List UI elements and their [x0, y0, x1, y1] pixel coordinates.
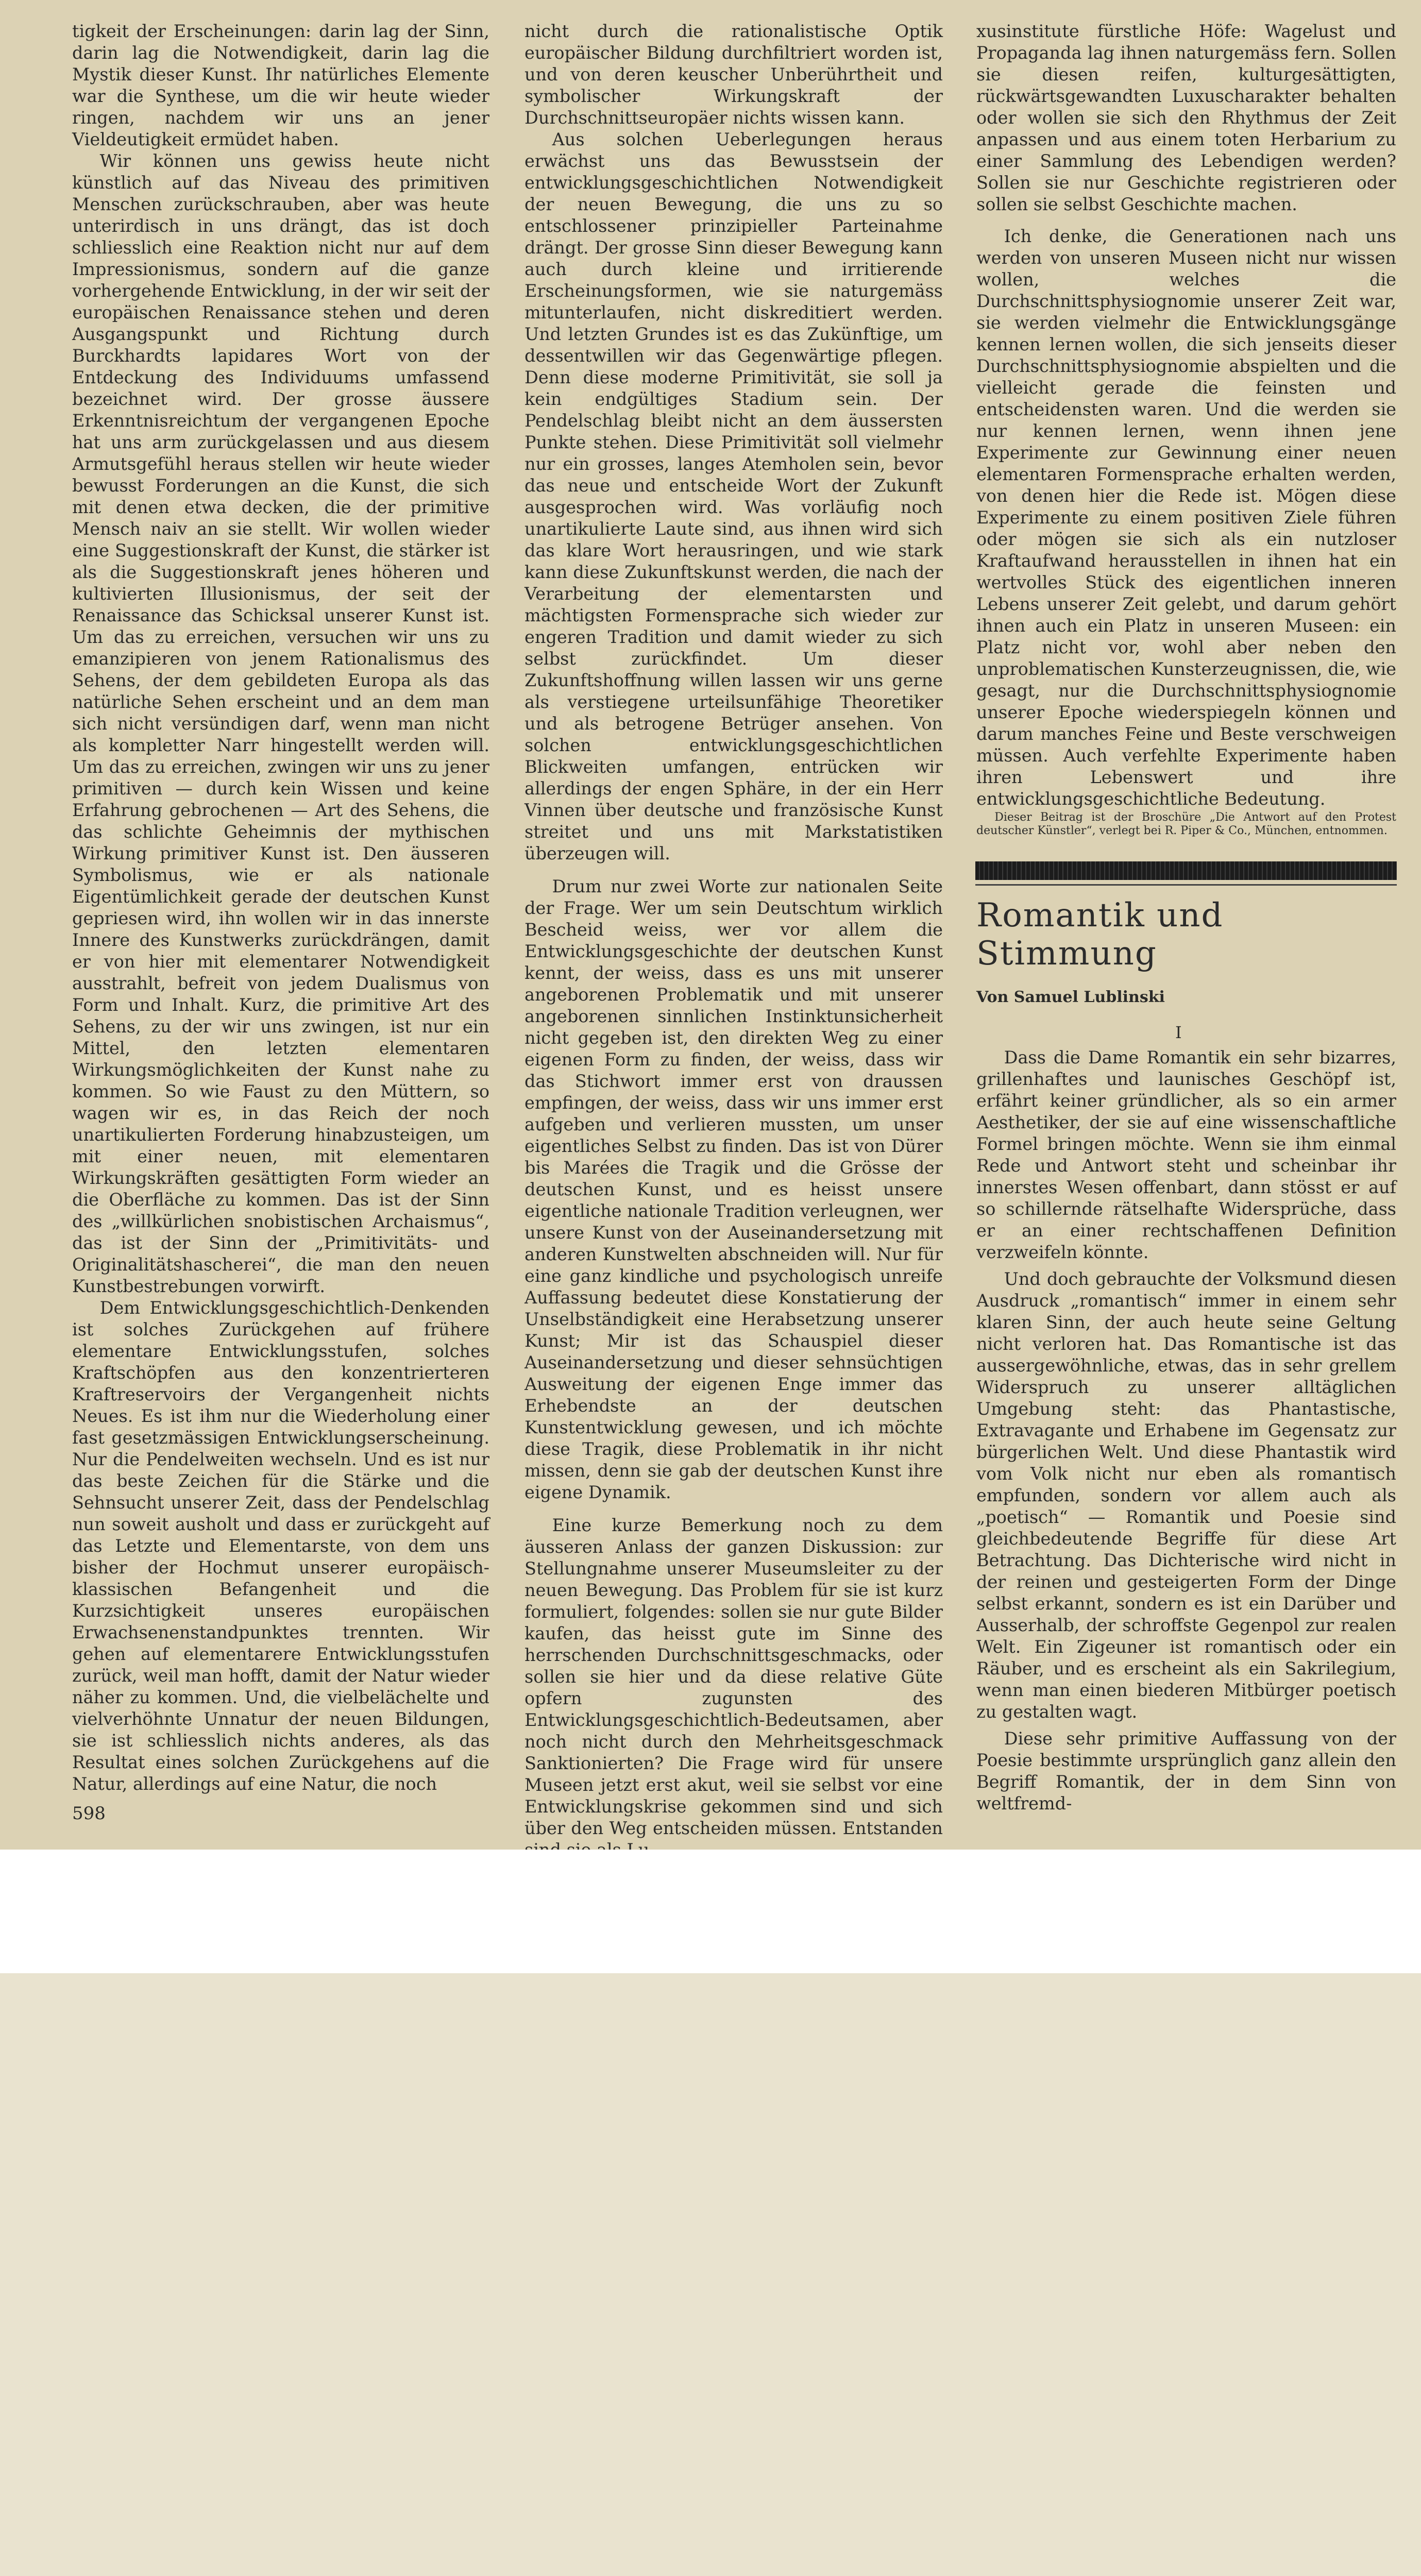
- column-1: [72, 21, 489, 1795]
- section-divider-line: [975, 884, 1397, 886]
- paragraph: Aus solchen Ueberlegungen heraus erwächst uns das Bewusstsein der entwicklungsgeschichtlichen Notwendigkeit der neuen Bewegung, die uns zu so entschlossener prinzipieller Parteinahme drängt. Der grosse Sinn dieser Bewegung kann auch durch kleine und irritierende Erscheinungsformen, wie sie naturgemäss mitunterlaufen, nicht diskreditiert werden. Und letzten Grundes ist es das Zukünftige, um dessentwillen wir das Gegenwärtige pflegen. Denn diese moderne Primitivität, sie soll ja kein endgültiges Stadium sein. Der Pendelschlag bleibt nicht an dem äussersten Punkte stehen. Diese Primitivität soll vielmehr nur ein grosses, langes Atemholen sein, bevor das neue und entscheide Wort der Zukunft ausgesprochen wird. Was vorläufig noch unartikulierte Laute sind, aus ihnen wird sich das klare Wort herausringen, und wie stark kann diese Zukunftskunst werden, die nach der Verarbeitung der elementarsten und mächtigsten Formensprache sich wieder zur engeren Tradition und damit wieder zu sich selbst zurückfindet. Um dieser Zukunftshoffnung willen lassen wir uns gerne als verstiegene urteilsunfähige Theoretiker und als betrogene Betrüger ansehen. Von solchen entwicklungsgeschichtlichen Blickweiten umfangen, entrücken wir allerdings der engen Sphäre, in der ein Herr Vinnen über deutsche und französische Kunst streitet und uns mit Markstatistiken überzeugen will.: [525, 129, 943, 863]
- footer-bar: [0, 1850, 1421, 1973]
- paragraph: tigkeit der Erscheinungen: darin lag der Sinn, darin lag die Notwendigkeit, darin lag die Mystik dieser Kunst. Ihr natürliches Elemente war die Synthese, um die wir heute wieder ringen, nachdem wir uns an jener Vieldeutigkeit ermüdet haben.: [72, 21, 489, 149]
- paragraph: Dem Entwicklungsgeschichtlich-Denkenden ist solches Zurückgehen auf frühere elementare Entwicklungsstufen, solches Kraftschöpfen aus den konzentrierteren Kraftreservoirs der Vergangenheit nichts Neues. Es ist ihm nur die Wiederholung einer fast gesetzmässigen Entwicklungserscheinung. Nur die Pendelweiten wechseln. Und es ist nur das beste Zeichen für die Stärke und die Sehnsucht unserer Zeit, dass der Pendelschlag nun soweit ausholt und dass er zurückgeht auf das Letzte und Elementarste, von dem uns bisher der Hochmut unserer europäisch-klassischen Befangenheit und die Kurzsichtigkeit unseres europäischen Erwachsenenstandpunktes trennten. Wir gehen auf elementarere Entwicklungsstufen zurück, weil man hofft, damit der Natur wieder näher zu kommen. Und, die vielbelächelte und vielverhöhnte Unnatur der neuen Bildungen, sie ist schliesslich nichts anderes, als das Resultat eines solchen Zurückgehens auf die Natur, allerdings auf eine Natur, die noch: [72, 1298, 489, 1794]
- paragraph: Drum nur zwei Worte zur nationalen Seite der Frage. Wer um sein Deutschtum wirklich Bescheid weiss, wer vor allem die Entwicklungsgeschichte der deutschen Kunst kennt, der weiss, dass es uns mit unserer angeborenen Problematik und mit unserer angeborenen sinnlichen Instinktunsicherheit nicht gegeben ist, den direkten Weg zu einer eigenen Form zu finden, der weiss, dass wir das Stichwort immer erst von draussen empfingen, der weiss, dass wir uns immer erst aufgeben und verlieren mussten, um unser eigentliches Selbst zu finden. Das ist von Dürer bis Marées die Tragik und die Grösse der deutschen Kunst, und es heisst unsere eigentliche nationale Tradition verleugnen, wer unsere Kunst von der Auseinandersetzung mit anderen Kunstwelten abschneiden will. Nur für eine ganz kindliche und psychologisch unreife Auffassung bedeutet diese Konstatierung der Unselbständigkeit eine Herabsetzung unserer Kunst; Mir ist das Schauspiel dieser Auseinandersetzung und dieser sehnsüchtigen Ausweitung der eigenen Enge immer das Erhebendste an der deutschen Kunstentwicklung gewesen, und ich möchte diese Tragik, diese Problematik in ihr nicht missen, denn sie gab der deutschen Kunst ihre eigene Dynamik.: [525, 876, 943, 1502]
- column-3: [976, 21, 1396, 838]
- column-2: [525, 21, 943, 1861]
- section-divider-rule: [975, 861, 1397, 880]
- paragraph: Ich denke, die Generationen nach uns werden von unseren Museen nicht nur wissen wollen, welches die Durchschnittsphysiognomie unserer Zeit war, sie werden vielmehr die Entwicklungsgänge kennen lernen wollen, die sich jenseits dieser Durchschnittsphysiognomie abspielten und die vielleicht gerade die feinsten und entscheidensten waren. Und die werden sie nur kennen lernen, wenn ihnen jene Experimente zur Gewinnung einer neuen elementaren Formensprache erhalten werden, von denen hier die Rede ist. Mögen diese Experimente zu einem positiven Ziele führen oder mögen sie sich als ein nutzloser Kraftaufwand herausstellen in ihnen hat ein wertvolles Stück des eigentlichen inneren Lebens unserer Zeit gelebt, und darum gehört ihnen auch ein Platz in unseren Museen: ein Platz nicht vor, wohl aber neben den unproblematischen Kunsterzeugnissen, die, wie gesagt, nur die Durchschnittsphysiognomie unserer Epoche wiederspiegeln können und darum manches Feine und Beste verschweigen müssen. Auch verfehlte Experimente haben ihren Lebenswert und ihre entwicklungsgeschichtliche Bedeutung.: [976, 226, 1396, 809]
- paragraph: nicht durch die rationalistische Optik europäischer Bildung durchfiltriert worden ist, und von deren keuscher Unberührtheit und symbolischer Wirkungskraft der Durchschnittseuropäer nichts wissen kann.: [525, 21, 943, 128]
- footnote: Dieser Beitrag ist der Broschüre „Die Antwort auf den Protest deutscher Künstler“, verlegt bei R. Piper & Co., München, entnommen.: [976, 811, 1396, 837]
- article-body: [976, 1047, 1396, 1815]
- paragraph: xusinstitute fürstliche Höfe: Wagelust und Propaganda lag ihnen naturgemäss fern. Sollen sie diesen reifen, kulturgesättigten, rückwärtsgewandten Luxuscharakter behalten oder wollen sie sich den Rhythmus der Zeit anpassen und aus einem toten Herbarium zu einer Sammlung des Lebendigen werden? Sollen sie nur Geschichte registrieren oder sollen sie selbst Geschichte machen.: [976, 21, 1396, 214]
- paragraph: Eine kurze Bemerkung noch zu dem äusseren Anlass der ganzen Diskussion: zur Stellungnahme unserer Museumsleiter zu der neuen Bewegung. Das Problem für sie ist kurz formuliert, folgendes: sollen sie nur gute Bilder kaufen, das heisst gute im Sinne des herrschenden Durchschnittsgeschmacks, oder sollen sie hier und da diese relative Güte opfern zugunsten des Entwicklungsgeschichtlich-Bedeutsamen, aber noch nicht durch den Mehrheitsgeschmack Sanktionierten? Die Frage wird für unsere Museen jetzt erst akut, weil sie selbst vor eine Entwicklungskrise gekommen sind und sich über den Weg entscheiden müssen. Entstanden: [525, 1515, 943, 1838]
- paragraph: Diese sehr primitive Auffassung von der Poesie bestimmte ursprünglich ganz allein den Begriff Romantik, der in dem Sinn von weltfremd-: [976, 1728, 1396, 1814]
- paragraph: Und doch gebrauchte der Volksmund diesen Ausdruck „romantisch“ immer in einem sehr klaren Sinn, der auch heute seine Geltung nicht verloren hat. Das Romantische ist das aussergewöhnliche, etwas, das in sehr grellem Widerspruch zu unserer alltäglichen Umgebung steht: das Phantastische, Extravagante und Erhabene im Gegensatz zur bürgerlichen Welt. Und diese Phantastik wird vom Volk nicht nur eben als romantisch empfunden, sondern vor allem auch als „poetisch“ — Romantik und Poesie sind gleichbedeutende Begriffe für diese Art Betrachtung. Das Dichterische wird nicht in der reinen und gesteigerten Form der Dinge selbst erkannt, sondern es ist ein Darüber und Ausserhalb, der schroffste Gegenpol zur realen Welt. Ein Zigeuner ist romantisch oder ein Räuber, und es erscheint als ein Sakrilegium, wenn man einen biederen Mitbürger poetisch zu gestalten wagt.: [976, 1269, 1396, 1722]
- article-title: Romantik und Stimmung: [976, 896, 1224, 973]
- paragraph: Dass die Dame Romantik ein sehr bizarres, grillenhaftes und launisches Geschöpf ist, erfährt keiner gründlicher, als so ein armer Aesthetiker, der sie auf eine wissenschaftliche Formel bringen möchte. Wenn sie ihm einmal Rede und Antwort steht und scheinbar ihr innerstes Wesen offenbart, dann stösst er auf so schillernde rätselhafte Widersprüche, dass er an einer rechtschaffenen Definition verzweifeln könnte.: [976, 1047, 1396, 1262]
- page-number: 598: [72, 1803, 106, 1824]
- section-numeral: I: [1175, 1023, 1182, 1042]
- article-author: Von Samuel Lublinski: [976, 988, 1165, 1006]
- paragraph: Wir können uns gewiss heute nicht künstlich auf das Niveau des primitiven Menschen zurückschrauben, aber was heute unterirdisch in uns drängt, das ist doch schliesslich eine Reaktion nicht nur auf dem Impressionismus, sondern auf die ganze vorhergehende Entwicklung, in der wir seit der europäischen Renaissance stehen und deren Ausgangspunkt und Richtung durch Burckhardts lapidares Wort von der Entdeckung des Individuums umfassend bezeichnet wird. Der grosse äussere Erkenntnisreichtum der vergangenen Epoche hat uns arm zurückgelassen und aus diesem Armutsgefühl heraus stellen wir heute wieder bewusst Forderungen an die Kunst, die sich mit denen etwa decken, die der primitive Mensch naiv an sie stellt. Wir wollen wieder eine Suggestionskraft der Kunst, die stärker ist als die Suggestionskraft jenes höheren und kultivierten Illusionismus, der seit der Renaissance das Schicksal unserer Kunst ist. Um das zu erreichen, versuchen wir uns zu emanzipieren von jenem Rationalismus des Sehens, der dem gebildeten Europa als das natürliche Sehen erscheint und an dem man sich nicht versündigen darf, wenn man nicht als kompletter Narr hingestellt werden will. Um das zu erreichen, zwingen wir uns zu jener primitiven — durch kein Wissen und keine Erfahrung gebrochenen — Art des Sehens, die das schlichte Geheimnis der mythischen Wirkung primitiver Kunst ist. Den äusseren Symbolismus, wie er als nationale Eigentümlichkeit gerade der deutschen Kunst gepriesen wird, ihn wollen wir in das innerste Innere des Kunstwerks zurückdrängen, damit er von hier mit elementarer Notwendigkeit ausstrahlt, befreit von jedem Dualismus von Form und Inhalt. Kurz, die primitive Art des Sehens, zu der wir uns zwingen, ist nur ein Mittel, den letzten elementaren Wirkungsmöglichkeiten der Kunst nahe zu kommen. So wie Faust zu den Müttern, so wagen wir es, in das Reich der noch unartikulierten Forderung hinabzusteigen, um mit einer neuen, mit elementaren Wirkungskräften gesättigten Form wieder an die Oberfläche zu kommen. Das ist der Sinn des „willkürlichen snobistischen Archaismus“, das ist der Sinn der „Primitivitäts- und Originalitätshascherei“, die man den neuen Kunstbestrebungen vorwirft.: [72, 151, 489, 1296]
